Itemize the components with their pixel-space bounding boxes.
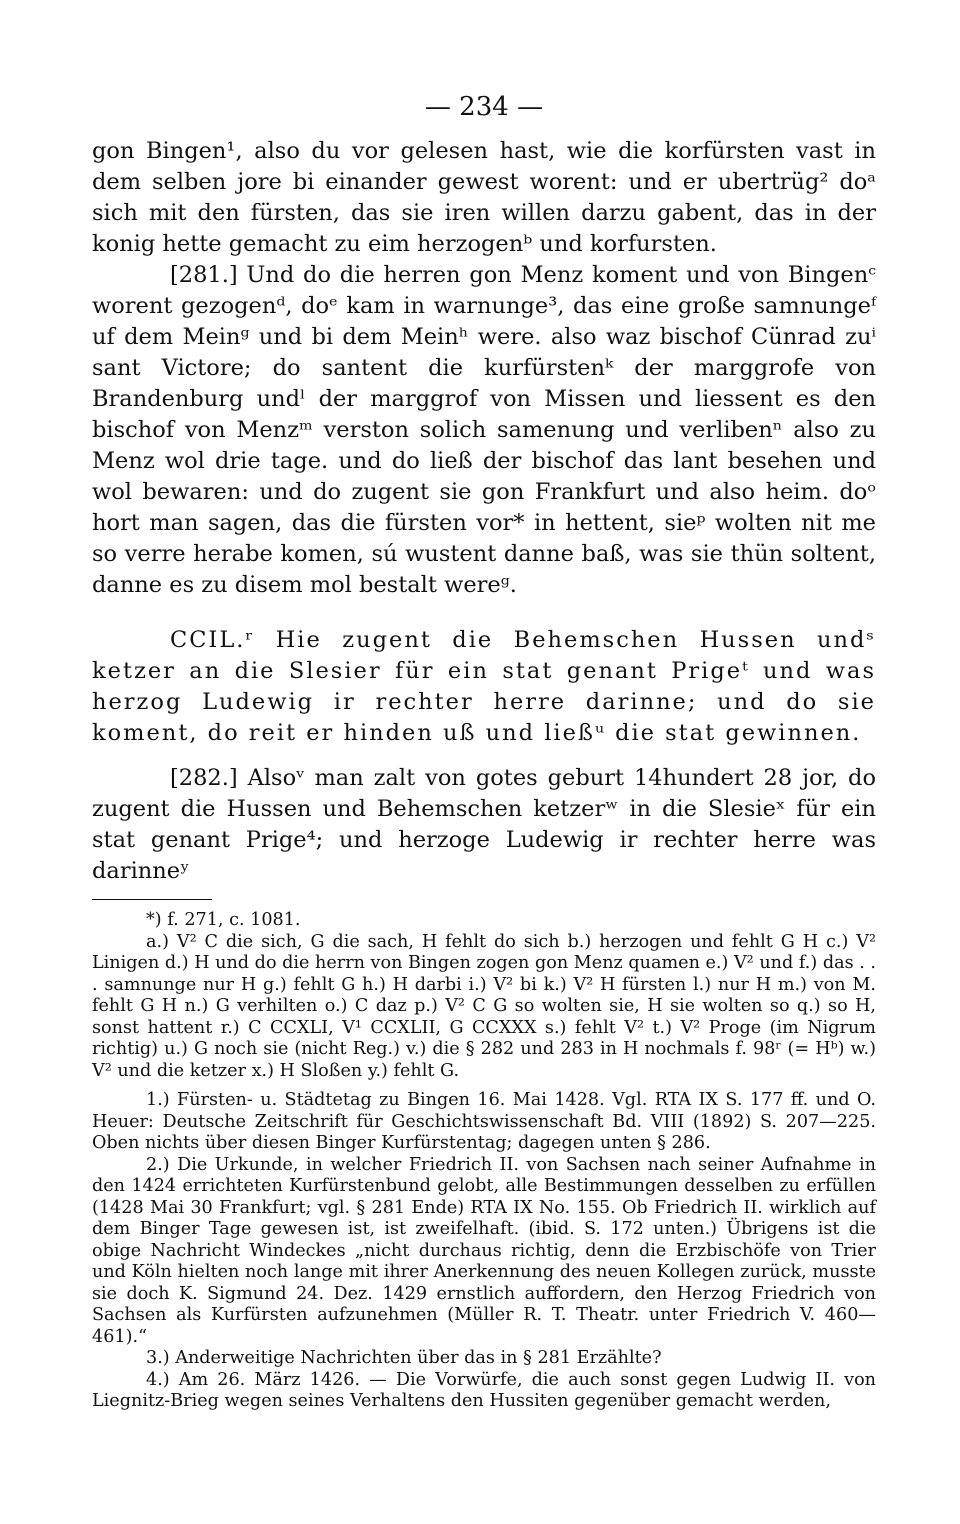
- footnote-3: 3.) Anderweitige Nachrichten über das in § 281 Erzählte?: [146, 1348, 662, 1368]
- footnote-variants: a.) V² C die sich, G die sach, H fehlt do sich b.) herzogen und fehlt G H c.) V² Linigen d.) H und do die herrn von Bingen zogen gon Menz quamen e.) V² und f.) das . . . samnunge nur H g.) fehlt G h.) H darbi i.) V² bi k.) V² H fürsten l.) nur H m.) von M. fehlt G H n.) G verhilten o.) C daz p.) V² C G so wolten sie, H sie wolten so q.) so H, sonst hattent r.) C CCXLI, V¹ CCXLII, G CCXXX s.) fehlt V² t.) V² Proge (im Nigrum richtig) u.) G noch sie (nicht Reg.) v.) die § 282 und 283 in H nochmals f. 98ʳ (= Hᵇ) w.) V² und die ketzer x.) H Sloßen y.) fehlt G.: [92, 931, 876, 1081]
- main-text: [92, 136, 876, 887]
- footnote-2: 2.) Die Urkunde, in welcher Friedrich II. von Sachsen nach seiner Aufnahme in den 1424 errichteten Kurfürstenbund gelobt, alle Bestimmungen desselben zu erfüllen (1428 Mai 30 Frankfurt; vgl. § 281 Ende) RTA IX No. 155. Ob Friedrich II. wirklich auf dem Binger Tage gewesen ist, ist zweifelhaft. (ibid. S. 172 unten.) Übrigens ist die obige Nachricht Windeckes „nicht durchaus richtig, denn die Erzbischöfe von Trier und Köln hielten noch lange mit ihrer Anerkennung des neuen Kollegen zurück, musste sie doch K. Sigmund 24. Dez. 1429 ernstlich auffordern, den Herzog Friedrich von Sachsen als Kurfürsten aufzunehmen (Müller R. T. Theatr. unter Friedrich V. 460—461).“: [92, 1154, 876, 1347]
- paragraph-282: [282.] Alsoᵛ man zalt von gotes geburt 14hundert 28 jor, do zugent die Hussen und Behemschen ketzerʷ in die Slesieˣ für ein stat genant Prige⁴; und herzoge Ludewig ir rechter herre was darinneʸ: [92, 765, 876, 884]
- footnote-4: 4.) Am 26. März 1426. — Die Vorwürfe, die auch sonst gegen Ludwig II. von Liegnitz-Brieg wegen seines Verhaltens den Hussiten gegenüber gemacht werden,: [92, 1369, 876, 1411]
- footnote-divider: [92, 899, 212, 900]
- footnote-1: 1.) Fürsten- u. Städtetag zu Bingen 16. Mai 1428. Vgl. RTA IX S. 177 ff. und O. Heuer: Deutsche Zeitschrift für Geschichtswissenschaft Bd. VIII (1892) S. 207—225. Oben nichts über diesen Binger Kurfürstentag; dagegen unten § 286.: [92, 1090, 876, 1153]
- chapter-heading-ccil: CCIL.ʳ Hie zugent die Behemschen Hussen undˢ ketzer an die Slesier für ein stat genant Prigeᵗ und was herzog Ludewig ir rechter herre darinne; und do sie koment, do reit er hinden uß und ließᵘ die stat gewinnen.: [92, 627, 876, 746]
- document-page: [92, 92, 876, 1413]
- paragraph-continuation: gon Bingen¹, also du vor gelesen hast, wie die korfürsten vast in dem selben jore bi einander gewest worent: und er ubertrüg² doᵃ sich mit den fürsten, das sie iren willen darzu gabent, das in der konig hette gemacht zu eim herzogenᵇ und korfursten.: [92, 138, 876, 257]
- paragraph-281: [281.] Und do die herren gon Menz koment und von Bingenᶜ worent gezogenᵈ, doᵉ kam in warnunge³, das eine große samnungeᶠ uf dem Meinᵍ und bi dem Meinʰ were. also waz bischof Cünrad zuⁱ sant Victore; do santent die kurfürstenᵏ der marggrofe von Brandenburg undˡ der marggrof von Missen und liessent es den bischof von Menzᵐ verston solich samenung und verlibenⁿ also zu Menz wol drie tage. und do ließ der bischof das lant besehen und wol bewaren: und do zugent sie gon Frankfurt und also heim. doᵒ hort man sagen, das die fürsten vor* in hettent, sieᵖ wolten nit me so verre herabe komen, sú wustent danne baß, was sie thün soltent, danne es zu disem mol bestalt wereᵍ.: [92, 262, 876, 598]
- footnote-star: *) f. 271, c. 1081.: [146, 910, 301, 930]
- page-number: — 234 —: [424, 92, 544, 122]
- footnotes: [92, 910, 876, 1413]
